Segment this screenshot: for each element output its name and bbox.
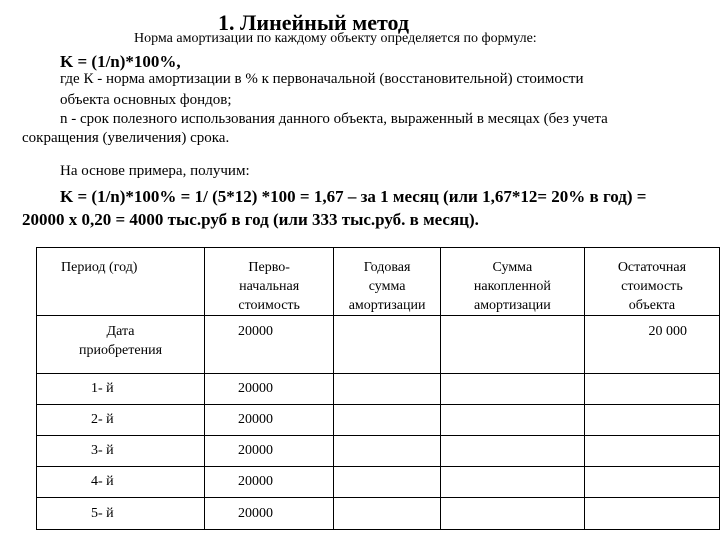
cell-initial-cost: 20000: [205, 374, 334, 405]
example-intro: На основе примера, получим:: [60, 163, 250, 179]
definition-line: объекта основных фондов;: [60, 92, 232, 108]
header-annual-depreciation: Годовая сумма амортизации: [334, 248, 440, 316]
cell-residual-value: [584, 405, 719, 436]
formula-main: K = (1/n)*100%,: [60, 52, 181, 71]
table-row: [37, 405, 720, 436]
table-row: [37, 316, 720, 374]
cell-residual-value: [584, 467, 719, 498]
cell-period: 3- й: [37, 436, 205, 467]
cell-initial-cost: 20000: [205, 316, 334, 374]
cell-period: 5- й: [37, 498, 205, 530]
cell-initial-cost: 20000: [205, 467, 334, 498]
header-initial-cost: Перво- начальная стоимость: [205, 248, 334, 316]
cell-annual-depreciation: [334, 498, 440, 530]
cell-accumulated-depreciation: [440, 405, 584, 436]
cell-accumulated-depreciation: [440, 436, 584, 467]
cell-annual-depreciation: [334, 374, 440, 405]
table-header-row: [37, 248, 720, 316]
cell-annual-depreciation: [334, 436, 440, 467]
cell-annual-depreciation: [334, 405, 440, 436]
cell-period: 4- й: [37, 467, 205, 498]
cell-residual-value: 20 000: [584, 316, 719, 374]
table-row: [37, 374, 720, 405]
depreciation-table: [36, 247, 720, 530]
subtitle: Норма амортизации по каждому объекту определяется по формуле:: [134, 31, 537, 46]
cell-initial-cost: 20000: [205, 405, 334, 436]
formula-result: 20000 х 0,20 = 4000 тыс.руб в год (или 333 тыс.руб. в месяц).: [22, 210, 479, 229]
cell-accumulated-depreciation: [440, 467, 584, 498]
definition-line: сокращения (увеличения) срока.: [22, 130, 230, 146]
slide-title: 1. Линейный метод: [218, 10, 409, 35]
definition-line: n - срок полезного использования данного объекта, выраженный в месяцах (без учета: [60, 111, 608, 127]
cell-residual-value: [584, 374, 719, 405]
cell-period: 2- й: [37, 405, 205, 436]
table-row: [37, 467, 720, 498]
cell-initial-cost: 20000: [205, 498, 334, 530]
cell-annual-depreciation: [334, 316, 440, 374]
cell-accumulated-depreciation: [440, 374, 584, 405]
table-row: [37, 498, 720, 530]
cell-accumulated-depreciation: [440, 316, 584, 374]
header-residual-value: Остаточная стоимость объекта: [584, 248, 719, 316]
cell-initial-cost: 20000: [205, 436, 334, 467]
formula-calculation: K = (1/n)*100% = 1/ (5*12) *100 = 1,67 – за 1 месяц (или 1,67*12= 20% в год) =: [60, 187, 647, 206]
cell-residual-value: [584, 498, 719, 530]
cell-period: Дата приобретения: [37, 316, 205, 374]
header-accumulated-depreciation: Сумма накопленной амортизации: [440, 248, 584, 316]
cell-annual-depreciation: [334, 467, 440, 498]
table-row: [37, 436, 720, 467]
definition-line: где К - норма амортизации в % к первоначальной (восстановительной) стоимости: [60, 71, 584, 87]
cell-period: 1- й: [37, 374, 205, 405]
cell-accumulated-depreciation: [440, 498, 584, 530]
cell-residual-value: [584, 436, 719, 467]
header-period: Период (год): [37, 248, 205, 316]
